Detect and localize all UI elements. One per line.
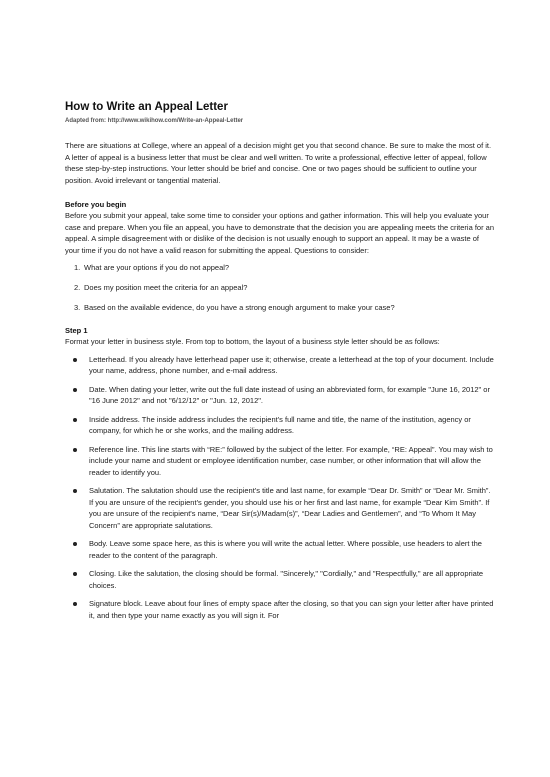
list-item-text: Based on the available evidence, do you have a strong enough argument to make your case? [84,303,395,312]
list-item [74,262,495,273]
bullet-text: Body. Leave some space here, as this is where you will write the actual letter. Where possible, use headers to alert the reader to the content of the paragraph. [89,539,482,560]
bullet-item [89,444,495,479]
questions-list [65,262,495,313]
list-item [74,282,495,293]
step1-paragraph: Format your letter in business style. From top to bottom, the layout of a business style letter should be as follows: [65,337,440,346]
document-page [65,100,495,628]
bullet-icon [73,602,77,606]
bullet-text: Inside address. The inside address includes the recipient's full name and title, the name of the institution, agency or company, for which he or she works, and the mailing address. [89,414,471,435]
bullet-item [89,384,495,407]
step1-heading: Step 1 [65,326,88,335]
before-heading: Before you begin [65,200,127,209]
bullet-item [89,538,495,561]
list-item [74,302,495,313]
bullet-icon [73,418,77,422]
intro-paragraph: There are situations at College, where an appeal of a decision might get you that second chance. Be sure to make the most of it. A letter of appeal is a business letter that must be clear and well written. To write a professional, effective letter of appeal, follow these step-by-step instructions. Your letter should be brief and concise. One or two pages should be sufficient to outline your position. Avoid irrelevant or tangential material. [65,141,492,185]
bullet-icon [73,542,77,546]
bullet-icon [73,358,77,362]
bullet-item [89,354,495,377]
bullet-icon [73,489,77,493]
bullet-item [89,598,495,621]
bullet-item [89,414,495,437]
bullet-icon [73,572,77,576]
list-number: 3. [74,303,81,312]
bullet-text: Signature block. Leave about four lines of empty space after the closing, so that you can sign your letter after have printed it, and then type your name exactly as you will sign it. For [89,599,494,620]
bullet-item [89,485,495,531]
document-title: How to Write an Appeal Letter [65,101,228,113]
bullet-text: Closing. Like the salutation, the closing should be formal. "Sincerely," "Cordially," and "Respectfully," are all appropriate choices. [89,569,484,590]
list-number: 2. [74,283,81,292]
list-number: 1. [74,263,81,272]
list-item-text: What are your options if you do not appeal? [84,263,230,272]
bullet-text: Date. When dating your letter, write out the full date instead of using an abbreviated form, for example "June 16, 2012" or "16 June 2012" and not "6/12/12" or "Jun. 12, 2012". [89,384,490,405]
bullet-icon [73,388,77,392]
source-line: Adapted from: http://www.wikihow.com/Write-an-Appeal-Letter [65,118,244,124]
format-list [65,354,495,622]
before-paragraph: Before you submit your appeal, take some time to consider your options and gather information. This will help you evaluate your case and prepare. When you file an appeal, you have to demonstrate that the decision you are appealing meets the criteria for an appeal. A simple disagreement with or dislike of the decision is not usually enough to support an appeal. It may be a waste of your time if you do not have a valid reason for submitting the appeal. Questions to consider: [65,211,495,255]
bullet-text: Salutation. The salutation should use the recipient's title and last name, for example “Dear Dr. Smith” or “Dear Mr. Smith”. If you are unsure of the recipient's gender, you should use his or her first and last name, for example “Dear Kim Smith”. If you are unsure of the recipient's name, “Dear Sir(s)/Madam(s)”, “Dear Ladies and Gentlemen”, and “To Whom It May Concern” are appropriate salutations. [89,486,491,530]
bullet-text: Letterhead. If you already have letterhead paper use it; otherwise, create a letterhead at the top of your document. Include your name, address, phone number, and e-mail address. [89,354,494,375]
bullet-text: Reference line. This line starts with “RE:” followed by the subject of the letter. For example, “RE: Appeal”. You may wish to include your name and student or employee identification number, case number, or other information that will allow the reader to identify you. [89,444,493,477]
bullet-icon [73,448,77,452]
bullet-item [89,568,495,591]
list-item-text: Does my position meet the criteria for an appeal? [84,283,248,292]
